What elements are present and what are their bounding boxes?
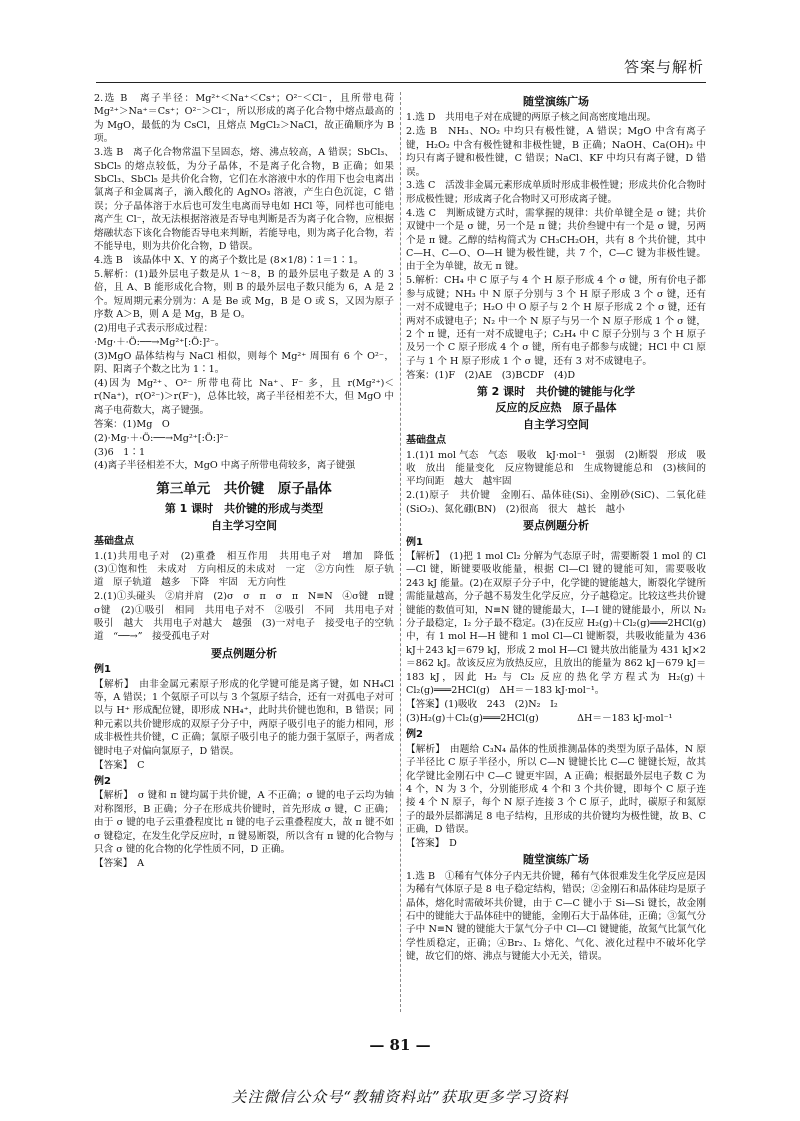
left-column: [94, 92, 404, 1012]
left-p-11: (4)离子半径相差不大，MgO 中离子所带电荷较多，离子键强: [94, 460, 356, 472]
left-p-16: 1.(1)共用电子对 (2)重叠 相互作用 共用电子对 增加 降低 (3)①饱和性 未成对 方向相反的未成对 一定 ②方向性 原子轨道 原子轨道 越多 下降 牢固 无方向性: [94, 550, 404, 589]
left-p-5: ·Mg·＋·Ö:──→Mg²⁺[:Ö:]²⁻。: [94, 336, 225, 348]
right-h2-0: 随堂演练广场: [523, 95, 589, 108]
left-p-24: 【答案】 A: [94, 857, 145, 869]
right-h2-21: 随堂演练广场: [523, 853, 589, 867]
left-p-6: (3)MgO 晶体结构与 NaCl 相似，则每个 Mg²⁺ 周围有 6 个 O²⁻，阴、阳离子个数之比为 1∶1。: [94, 350, 394, 376]
right-p-6: 答案：(1)F (2)AE (3)BCDF (4)D: [406, 369, 576, 381]
right-column: [406, 92, 706, 1012]
left-p-1: 3.选 B 离子化合物常温下呈固态，熔、沸点较高，A 错误；SbCl₃、SbCl₅ 的熔点较低，为分子晶体，不是离子化合物，B 正确；如果 SbCl₃、SbCl₅ 是共价化合物，它们在水溶液中水的作用下也会电离出氯离子和金属离子，滴入酸化的 AgNO₃ 溶液，产生白色沉淀，C 错误；分子晶体溶于水后也可发生电离而导电如 HCl 等，同样也可能电离产生 Cl⁻，故无法根据溶液是否导电判断是否为离子化合物，应根据熔融状态下该化合物能否导电来判断，若能导电，则为离子化合物，若不能导电，则为共价化合物，D 错误。: [94, 147, 394, 252]
header-title: 答案与解析: [623, 58, 704, 76]
page-header: [0, 0, 800, 90]
right-h2-9: 自主学习空间: [523, 417, 589, 431]
left-p-10: (3)6 1∶1: [94, 446, 146, 458]
right-p-1: 1.选 D 共用电子对在成键的两原子核之间高密度地出现。: [406, 112, 657, 124]
right-p-2: 2.选 B NH₃、NO₂ 中均只有极性键，A 错误；MgO 中含有离子键，H₂O₂ 中含有极性键和非极性键，B 正确；NaOH、Ca(OH)₂ 中均只有离子键和极性键，C 错误；NaCl、KF 中均只有离子键，D 错误。: [406, 126, 706, 178]
right-p-12: 2.(1)原子 共价键 金刚石、晶体硅(Si)、金刚砂(SiC)、二氧化硅(SiO₂)、氮化硼(BN) (2)很高 很大 越长 越小: [406, 490, 706, 515]
left-p-17: 2.(1)①头碰头 ②肩并肩 (2)σ σ π σ π N≡N ④σ键 π键 σ键 (2)①吸引 相同 共用电子对不 ②吸引 不同 共用电子对 吸引 越大 共用电子对越大 越强 (3)一对电子 接受电子的空轨道 “──→” 接受孤电子对: [94, 591, 404, 643]
right-p-4: 4.选 C 判断成键方式时，需掌握的规律：共价单键全是 σ 键；共价双键中一个是 σ 键，另一个是 π 键；共价叁键中有一个是 σ 键，另两个是 π 键。乙醇的结构简式为 CH₃CH₂OH，共有 8 个共价键，其中 C—H、C—O、O—H 键为极性键，共 7 个，C—C 键为非极性键。由于全为单键，故无 π 键。: [406, 207, 706, 273]
left-h1-12: 第三单元 共价键 原子晶体: [156, 480, 332, 497]
left-p-8: 答案：(1)Mg O: [94, 418, 170, 430]
column-divider: [400, 92, 401, 1012]
right-h2-13: 要点例题分析: [523, 519, 589, 533]
left-sec-15: 基础盘点: [94, 536, 134, 548]
right-p-19: 【解析】 由题给 C₃N₄ 晶体的性质推测晶体的类型为原子晶体，N 原子半径比 C 原子半径小，所以 C—N 键键长比 C—C 键键长短，故其化学键比金刚石中 C—C 键更牢固，A 正确；根据最外层电子数 C 为 4 个，N 为 3 个，分别能形成 4 个和 3 个共价键，即每个 C 原子连接 4 个 N 原子，每个 N 原子连接 3 个 C 原子，此时，碳原子和氮原子的最外层都满足 8 电子结构，且形成的共价键均为极性键，故 B、C 正确，D 错误。: [406, 743, 706, 836]
right-p-22: 1.选 B ①稀有气体分子内无共价键，稀有气体很难发生化学反应是因为稀有气体原子是 8 电子稳定结构，错误；②金刚石和晶体硅均是原子晶体，熔化时需破坏共价键，由于 C—C 键小于 Si—Si 键长，故金刚石中的键能大于晶体硅中的键能，金刚石大于晶体硅，正确；③氮气分子中 N≡N 键的键能大于氯气分子中 Cl—Cl 键键能，故氮气比氯气化学性质稳定，正确；④Br₂、I₂ 熔化、气化、液化过程中不破坏化学键，故它们的熔、沸点与键能大小无关，错误。: [406, 870, 707, 963]
right-p-11: 1.(1)1 mol 气态 气态 吸收 kJ·mol⁻¹ 强弱 (2)断裂 形成 吸收 放出 能量变化 反应物键能总和 生成物键能总和 (3)核间的平均间距 越大 越牢固: [406, 449, 706, 488]
left-sec-22: 例2: [94, 776, 111, 787]
right-h2-8: 反应的反应热 原子晶体: [495, 401, 617, 415]
left-p-4: (2)用电子式表示形成过程：: [94, 322, 214, 334]
left-p-23: 【解析】 σ 键和 π 键均属于共价键，A 不正确；σ 键的电子云均为轴对称图形，B 正确；分子在形成共价键时，首先形成 σ 键，C 正确；由于 σ 键的电子云重叠程度比 π 键的电子云重叠程度大，故 π 键不如 σ 键稳定，在发生化学反应时，π 键易断裂，所以含有 π 键的化合物与只含 σ 键的化合物的化学性质不同，D 正确。: [94, 790, 394, 856]
left-sec-19: 例1: [94, 664, 111, 676]
left-p-2: 4.选 B 该晶体中 X、Y 的离子个数比是 (8×1/8)∶1＝1∶1。: [94, 254, 364, 266]
left-p-20: 【解析】 由非金属元素原子形成的化学键可能是离子键，如 NH₄Cl 等，A 错误；1 个氨原子可以与 3 个氢原子结合，还有一对孤电子对可以与 H⁺ 形成配位键，即形成 NH₄⁺，此时共价键也饱和，B 错误；同种元素以共价键形成的双原子分子中，两原子吸引电子的能力相同，形成非极性共价键，C 正确；氯原子吸引电子的能力强于氢原子，两者成键时电子对偏向氯原子，D 错误。: [94, 678, 394, 757]
left-h2-18: 要点例题分析: [211, 646, 277, 660]
right-p-5: 5.解析：CH₄ 中 C 原子与 4 个 H 原子形成 4 个 σ 键，所有价电子都参与成键；NH₃ 中 N 原子分别与 3 个 H 原子形成 3 个 σ 键，还有一对不成键电子；H₂O 中 O 原子与 2 个 H 原子形成 2 个 σ 键，还有两对不成键电子；N₂ 中一个 N 原子与另一个 N 原子形成 1 个 σ 键，2 个 π 键，还有一对不成键电子；C₂H₄ 中 C 原子分别与 3 个 H 原子及另一个 C 原子形成 4 个 σ 键，所有电子都参与成键；HCl 中 Cl 原子与 1 个 H 原子形成 1 个 σ 键，还有 3 对不成键电子。: [406, 275, 706, 367]
right-sec-14: 例1: [406, 536, 423, 548]
left-p-21: 【答案】 C: [94, 759, 145, 771]
right-sec-10: 基础盘点: [406, 435, 446, 447]
left-p-7: (4)因为 Mg²⁺、O²⁻ 所带电荷比 Na⁺、F⁻ 多，且 r(Mg²⁺)＜r(Na⁺)，r(O²⁻)＞r(F⁻)，总体比较，离子半径相差不大，但 MgO 中离子电荷数大，离子键强。: [94, 378, 394, 416]
header-rule: [96, 82, 706, 83]
left-h2-14: 自主学习空间: [211, 518, 277, 532]
right-p-16: 【答案】(1)吸收 243 (2)N₂ I₂: [406, 698, 558, 710]
right-p-20: 【答案】 D: [406, 838, 457, 850]
right-p-17: (3)H₂(g)＋Cl₂(g)═══2HCl(g) ΔH＝－183 kJ·mol⁻¹: [406, 712, 673, 724]
left-p-0: 2.选 B 离子半径：Mg²⁺＜Na⁺＜Cs⁺；O²⁻＜Cl⁻，且所带电荷 Mg²⁺＞Na⁺＝Cs⁺；O²⁻＞Cl⁻，所以形成的离子化合物中熔点最高的为 MgO，最低的为 CsCl，且熔点 MgCl₂＞NaCl，故正确顺序为 B 项。: [94, 93, 394, 145]
right-p-15: 【解析】 (1)把 1 mol Cl₂ 分解为气态原子时，需要断裂 1 mol 的 Cl—Cl 键，断键要吸收能量，根据 Cl—Cl 键的键能可知，需要吸收 243 kJ 能量。(2)在双原子分子中，化学键的键能越大，断裂化学键所需能量越高，分子越不易发生化学反应，分子越稳定。比较这些共价键键能的数值可知，N≡N 键的键能最大，I—I 键的键能最小，所以 N₂ 分子最稳定，I₂ 分子最不稳定。(3)在反应 H₂(g)＋Cl₂(g)═══2HCl(g) 中，有 1 mol H—H 键和 1 mol Cl—Cl 键断裂，共吸收能量为 436 kJ＋243 kJ＝679 kJ，形成 2 mol H—Cl 键共放出能量为 431 kJ×2＝862 kJ。故该反应为放热反应，且放出的能量为 862 kJ－679 kJ＝183 kJ，因此 H₂ 与 Cl₂ 反应的热化学方程式为 H₂(g)＋Cl₂(g)═══2HCl(g) ΔH＝－183 kJ·mol⁻¹。: [406, 551, 706, 697]
left-h2-13: 第 1 课时 共价键的形成与类型: [164, 502, 324, 516]
right-p-3: 3.选 C 活泼非金属元素形成单质时形成非极性键；形成共价化合物时形成极性键；形成离子化合物时又可形成离子键。: [406, 180, 706, 205]
left-p-3: 5.解析：(1)最外层电子数是从 1～8，B 的最外层电子数是 A 的 3 倍，且 A、B 能形成化合物，则 B 的最外层电子数只能为 6，A 是 2 个。短周期元素分别为：A 是 Be 或 Mg，B 是 O 或 S，又因为原子序数 A＞B，则 A 是 Mg，B 是 O。: [94, 268, 394, 320]
left-p-9: (2)·Mg·＋·Ö:──→Mg²⁺[:Ö:]²⁻: [94, 432, 229, 444]
right-h2-7: 第 2 课时 共价键的键能与化学: [476, 385, 636, 399]
right-sec-18: 例2: [406, 729, 423, 741]
page-number: — 81 —: [369, 1036, 431, 1054]
footer-note: 关注微信公众号“教辅资料站”获取更多学习资料: [231, 1088, 569, 1106]
